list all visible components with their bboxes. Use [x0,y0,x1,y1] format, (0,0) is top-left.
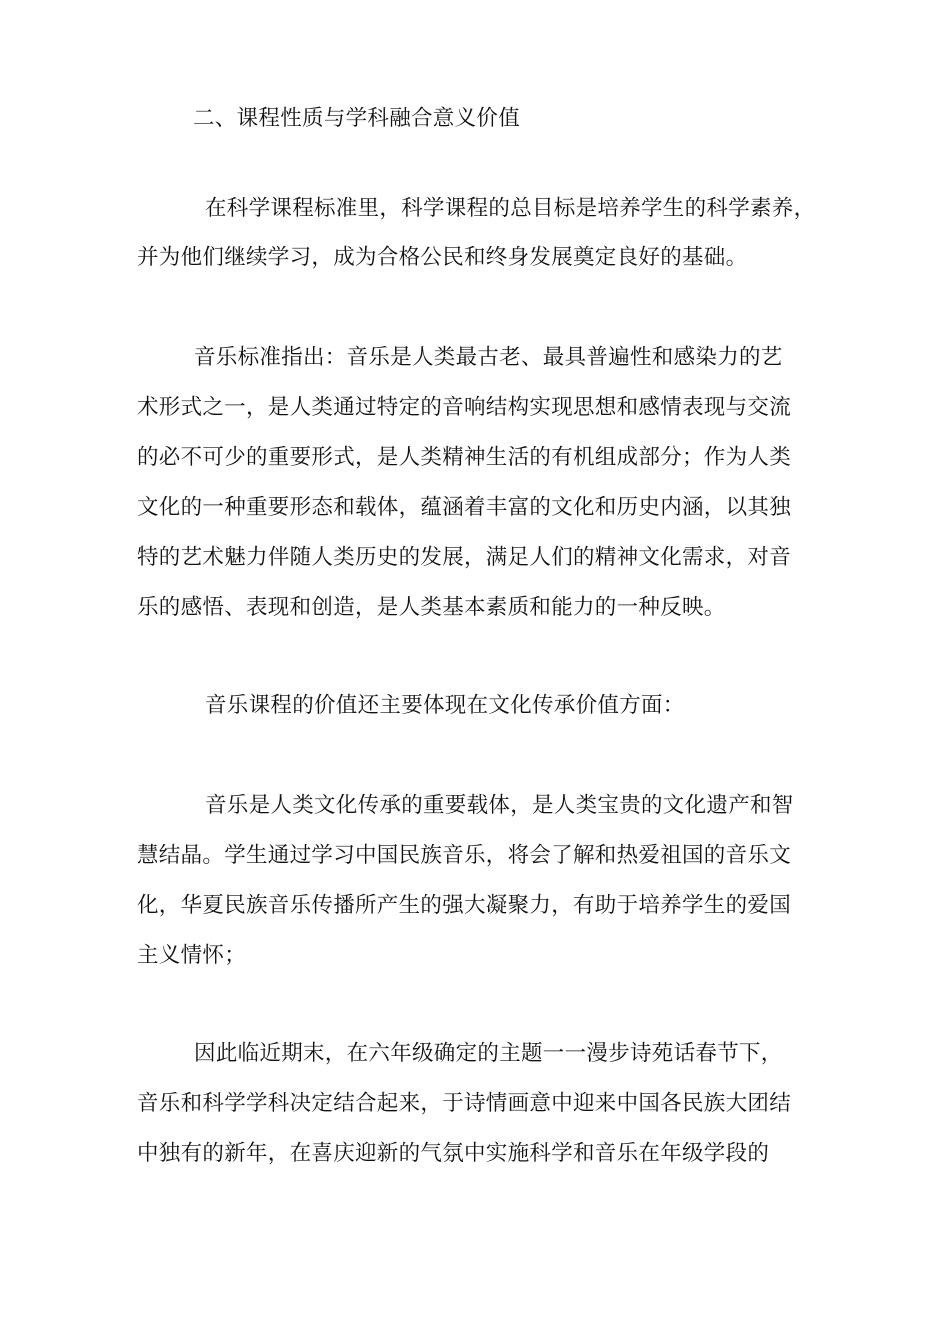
paragraph-line: 音乐和科学学科决定结合起来，于诗情画意中迎来中国各民族大团结 [137,1091,792,1116]
paragraph-line: 主义情怀； [137,943,247,968]
paragraph-line: 术形式之一，是人类通过特定的音响结构实现思想和感情表现与交流 [137,395,792,420]
paragraph-line: 音乐是人类文化传承的重要载体，是人类宝贵的文化遗产和智 [205,793,794,818]
paragraph-line: 在科学课程标准里，科学课程的总目标是培养学生的科学素养， [205,196,816,221]
paragraph-line: 因此临近期末，在六年级确定的主题一一漫步诗苑话春节下， [194,1041,783,1066]
section-heading: 二、课程性质与学科融合意义价值 [193,106,521,131]
paragraph-line: 的必不可少的重要形式，是人类精神生活的有机组成部分；作为人类 [137,445,792,470]
paragraph-line: 中独有的新年，在喜庆迎新的气氛中实施科学和音乐在年级学段的 [137,1141,770,1166]
paragraph-line: 乐的感悟、表现和创造，是人类基本素质和能力的一种反映。 [137,595,726,620]
paragraph-line: 音乐课程的价值还主要体现在文化传承价值方面： [205,693,685,718]
paragraph-line: 慧结晶。学生通过学习中国民族音乐，将会了解和热爱祖国的音乐文 [137,843,792,868]
paragraph-line: 并为他们继续学习，成为合格公民和终身发展奠定良好的基础。 [137,245,748,270]
paragraph-line: 特的艺术魅力伴随人类历史的发展，满足人们的精神文化需求，对音 [137,545,792,570]
paragraph-line: 化，华夏民族音乐传播所产生的强大凝聚力，有助于培养学生的爱国 [137,893,792,918]
paragraph-line: 音乐标准指出：音乐是人类最古老、最具普遍性和感染力的艺 [194,345,783,370]
paragraph-line: 文化的一种重要形态和载体，蕴涵着丰富的文化和历史内涵，以其独 [137,495,792,520]
